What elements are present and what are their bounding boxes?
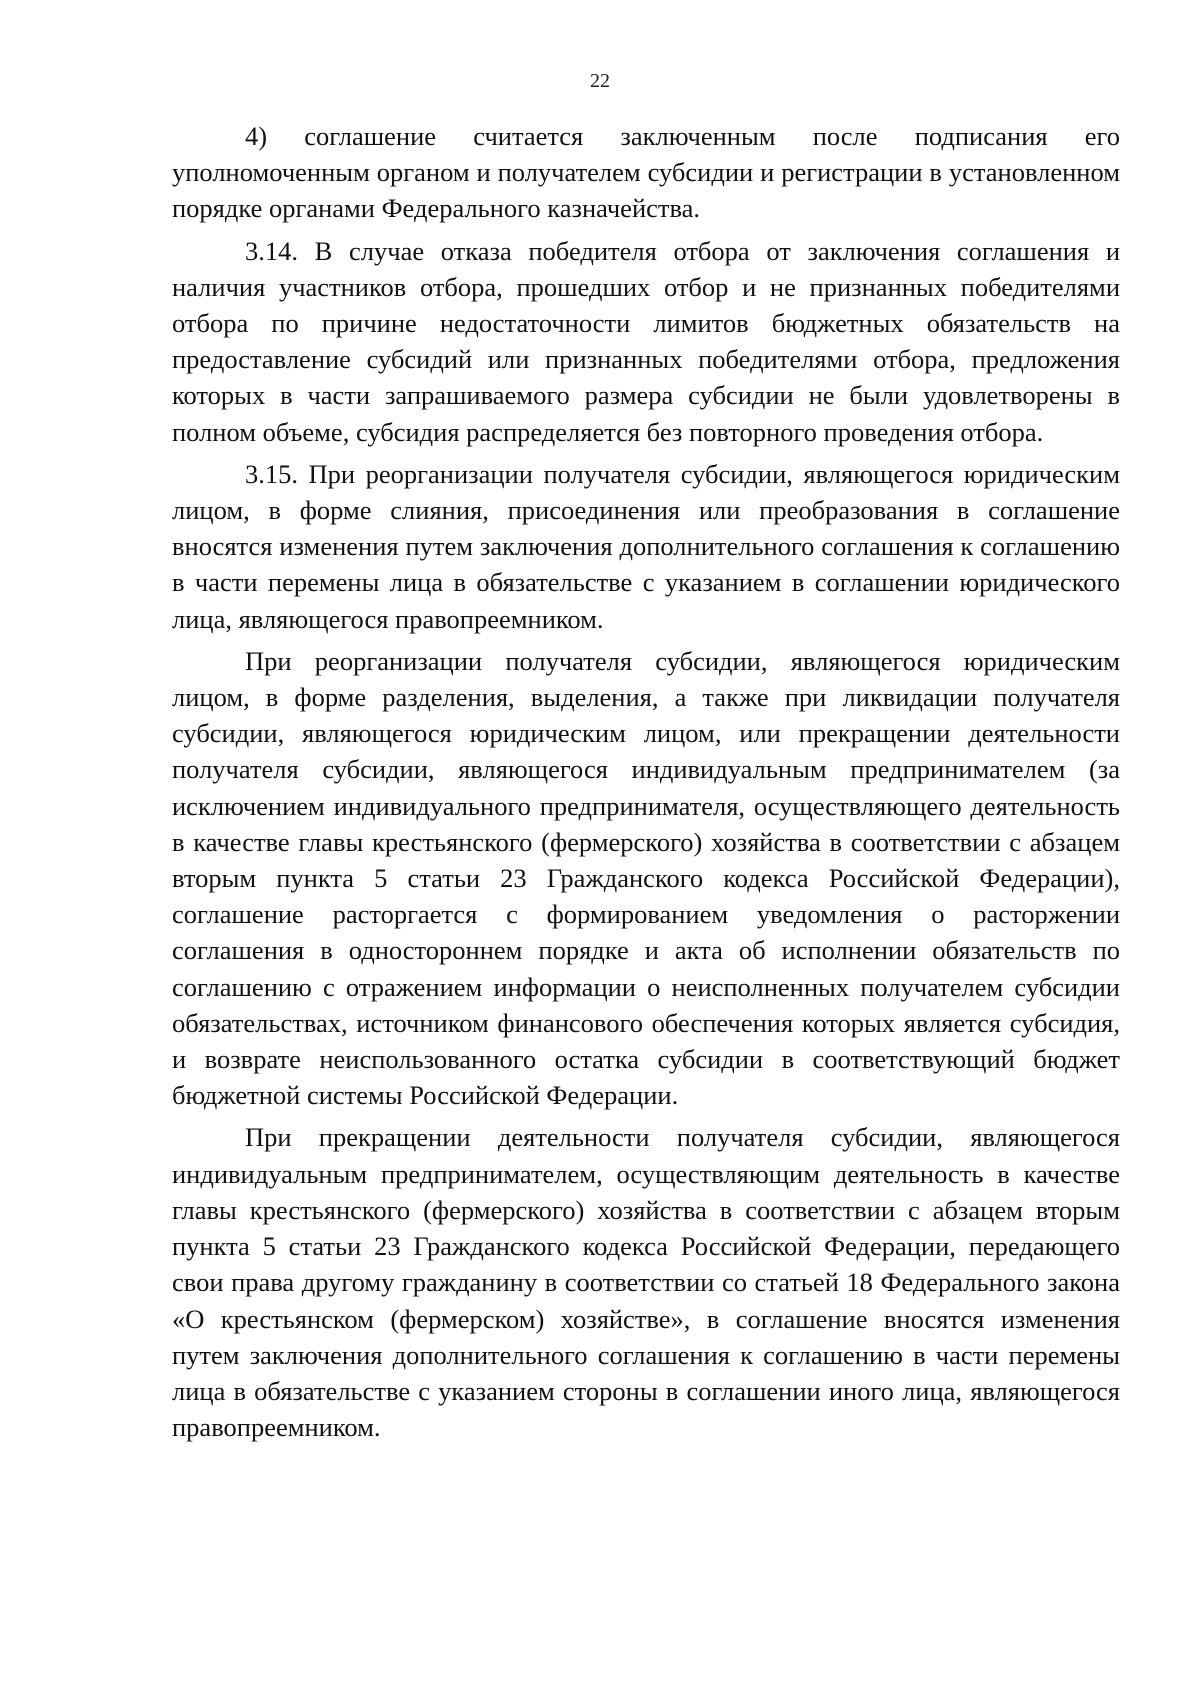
paragraph-termination-farmer: При прекращении деятельности получателя субсидии, являющегося индивидуальным предпринимателем, осуществляющим деятельность в качестве главы крестьянского (фермерского) хозяйства в соответствии с абзацем вторым пункта 5 статьи 23 Гражданского кодекса Российской Федерации, передающего свои права другому гражданину в соответствии со статьей 18 Федерального закона «О крестьянском (фермерском) хозяйстве», в соглашение вносятся изменения путем заключения дополнительного соглашения к соглашению в части перемены лица в обязательстве с указанием стороны в соглашении иного лица, являющегося правопреемником. — [172, 1122, 1120, 1443]
page-number: 22 — [590, 70, 610, 92]
paragraph-3-14: 3.14. В случае отказа победителя отбора от заключения соглашения и наличия участников отбора, прошедших отбор и не признанных победителями отбора по причине недостаточности лимитов бюджетных обязательств на предоставление субсидий или признанных победителями отбора, предложения которых в части запрашиваемого размера субсидии не были удовлетворены в полном объеме, субсидия распределяется без повторного проведения отбора. — [172, 235, 1120, 447]
paragraph-3-15: 3.15. При реорганизации получателя субсидии, являющегося юридическим лицом, в форме слияния, присоединения или преобразования в соглашение вносятся изменения путем заключения дополнительного соглашения к соглашению в части перемены лица в обязательстве с указанием в соглашении юридического лица, являющегося правопреемником. — [172, 458, 1120, 634]
paragraph-reorganization-division: При реорганизации получателя субсидии, являющегося юридическим лицом, в форме разделения, выделения, а также при ликвидации получателя субсидии, являющегося юридическим лицом, или прекращении деятельности получателя субсидии, являющегося индивидуальным предпринимателем (за исключением индивидуального предпринимателя, осуществляющего деятельность в качестве главы крестьянского (фермерского) хозяйства в соответствии с абзацем вторым пункта 5 статьи 23 Гражданского кодекса Российской Федерации), соглашение расторгается с формированием уведомления о расторжении соглашения в одностороннем порядке и акта об исполнении обязательств по соглашению с отражением информации о неисполненных получателем субсидии обязательствах, источником финансового обеспечения которых является субсидия, и возврате неиспользованного остатка субсидии в соответствующий бюджет бюджетной системы Российской Федерации. — [172, 645, 1120, 1111]
paragraph-item-4: 4) соглашение считается заключенным после подписания его уполномоченным органом и получателем субсидии и регистрации в установленном порядке органами Федерального казначейства. — [172, 121, 1120, 224]
document-body — [172, 118, 1120, 1445]
